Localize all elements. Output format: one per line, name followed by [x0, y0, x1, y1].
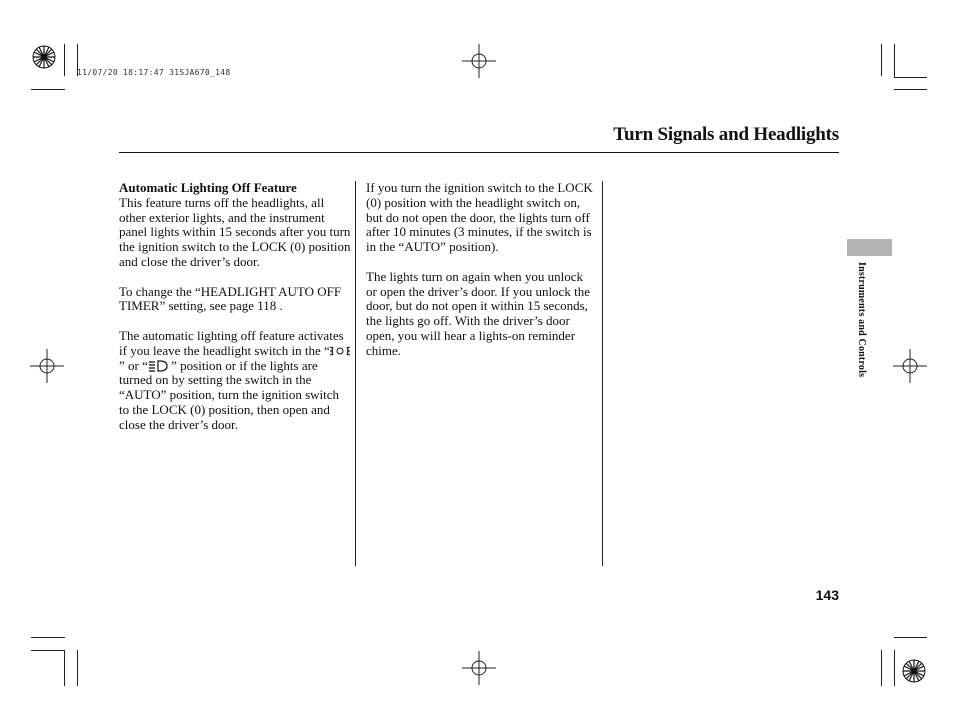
page-number: 143 [815, 587, 839, 603]
header-rule [119, 152, 839, 153]
registration-starburst-icon [902, 659, 926, 683]
crop-line [881, 44, 882, 76]
feature-heading: Automatic Lighting Off Feature [119, 180, 297, 195]
paragraph: To change the “HEADLIGHT AUTO OFF TIMER” setting, see page 118 . [119, 283, 342, 314]
right-column [366, 181, 596, 373]
section-title: Turn Signals and Headlights [613, 124, 839, 145]
parking-light-icon [330, 345, 350, 357]
crop-line [881, 650, 882, 686]
paragraph-text: ” or “ [119, 357, 148, 373]
crop-line [64, 44, 65, 76]
crop-line [894, 637, 927, 638]
paragraph-text: ” position or if the lights are turned on by setting the switch in the “AUTO” position, turn the ignition switch to the LOCK (0) position, then open and close the driver’s door. [119, 357, 340, 432]
crop-line [894, 89, 927, 90]
column-divider [602, 181, 603, 566]
registration-crosshair-icon [30, 349, 64, 383]
crop-line [31, 89, 65, 90]
registration-crosshair-icon [462, 44, 496, 78]
crop-line [31, 650, 65, 651]
left-column [119, 181, 351, 447]
section-tab [847, 239, 892, 256]
paragraph-text: The automatic lighting off feature activates if you leave the headlight switch in the “ [119, 327, 344, 358]
paragraph [119, 329, 351, 433]
column-divider [355, 181, 356, 566]
crop-line [894, 77, 927, 78]
crop-line [894, 44, 895, 77]
print-stamp: 11/07/20 18:17:47 31SJA670_148 [77, 68, 231, 77]
registration-starburst-icon [32, 45, 56, 69]
crop-line [77, 650, 78, 686]
registration-crosshair-icon [893, 349, 927, 383]
section-tab-label: Instruments and Controls [856, 262, 867, 378]
registration-crosshair-icon [462, 651, 496, 685]
paragraph: If you turn the ignition switch to the LOCK (0) position with the headlight switch on, but do not open the door, the lights turn off after 10 minutes (3 minutes, if the switch is in the “AUTO” position). [366, 180, 593, 255]
paragraph: This feature turns off the headlights, all other exterior lights, and the instrument panel lights within 15 seconds after you turn the ignition switch to the LOCK (0) position and close the driver’s door. [119, 194, 351, 269]
headlight-icon [148, 360, 168, 372]
crop-line [64, 650, 65, 686]
crop-line [894, 650, 895, 686]
crop-line [31, 637, 65, 638]
paragraph: The lights turn on again when you unlock or open the driver’s door. If you unlock the door, but do not open it within 15 seconds, the lights go off. With the driver’s door open, you will hear a lights-on reminder chime. [366, 268, 590, 358]
